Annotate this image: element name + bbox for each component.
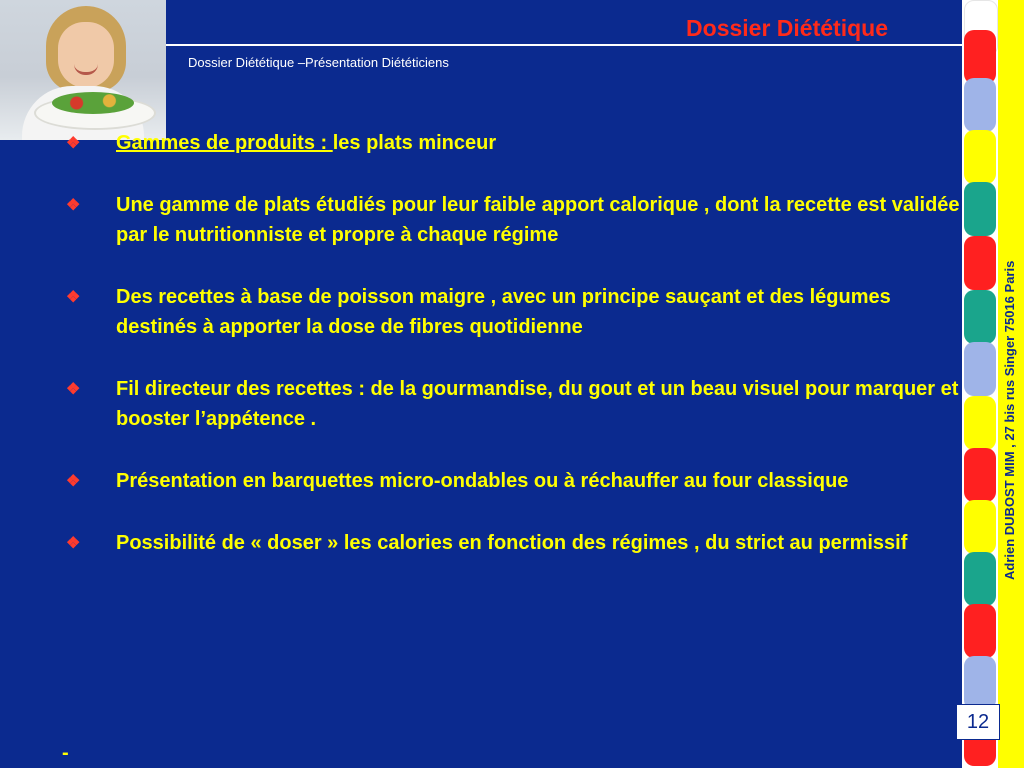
bullet-text: Possibilité de « doser » les calories en fonction des régimes , du strict au permissif — [116, 532, 908, 554]
strip-segment — [964, 182, 996, 236]
bullet-text: Des recettes à base de poisson maigre , avec un principe sauçant et des légumes destinés à apporter la dose de fibres quotidienne — [116, 286, 891, 338]
bullet-item — [62, 466, 962, 496]
decorative-color-strip — [962, 0, 998, 768]
strip-segment — [964, 342, 996, 396]
strip-segment — [964, 448, 996, 502]
bullet-item — [62, 528, 962, 558]
diamond-bullet-icon: ❖ — [66, 135, 81, 152]
diamond-bullet-icon: ❖ — [66, 289, 81, 306]
strip-segment — [964, 500, 996, 554]
header-divider — [166, 44, 962, 46]
bullet-text: Une gamme de plats étudiés pour leur faible apport calorique , dont la recette est validée par le nutritionniste et propre à chaque régime — [116, 194, 960, 246]
bullet-list — [62, 128, 962, 590]
bullet-text: Présentation en barquettes micro-ondables ou à réchauffer au four classique — [116, 470, 849, 492]
side-author-text: Adrien DUBOST MIM , 27 bis rus Singer 75016 Paris — [1002, 260, 1017, 580]
strip-segment — [964, 236, 996, 290]
strip-segment — [964, 552, 996, 606]
footer-dash: - — [62, 742, 69, 764]
photo-salad — [52, 92, 134, 114]
bullet-text: Fil directeur des recettes : de la gourmandise, du gout et un beau visuel pour marquer et booster l’appétence . — [116, 378, 959, 430]
diamond-bullet-icon: ❖ — [66, 381, 81, 398]
bullet-item — [62, 128, 962, 158]
bullet-heading: Gammes de produits : — [116, 132, 333, 154]
strip-segment — [964, 396, 996, 450]
strip-segment — [964, 78, 996, 132]
page-number: 12 — [956, 704, 1000, 740]
bullet-item — [62, 190, 962, 250]
slide-subtitle: Dossier Diététique –Présentation Diététiciens — [188, 55, 449, 70]
diamond-bullet-icon: ❖ — [66, 473, 81, 490]
strip-segment — [964, 130, 996, 184]
strip-segment — [964, 30, 996, 84]
photo-face — [58, 22, 114, 88]
bullet-text: les plats minceur — [332, 132, 497, 154]
slide-title: Dossier Diététique — [686, 15, 888, 41]
bullet-item — [62, 282, 962, 342]
strip-segment — [964, 656, 996, 710]
strip-segment — [964, 604, 996, 658]
diamond-bullet-icon: ❖ — [66, 535, 81, 552]
woman-with-salad-photo — [0, 0, 166, 140]
strip-segment — [964, 290, 996, 344]
bullet-item — [62, 374, 962, 434]
diamond-bullet-icon: ❖ — [66, 197, 81, 214]
